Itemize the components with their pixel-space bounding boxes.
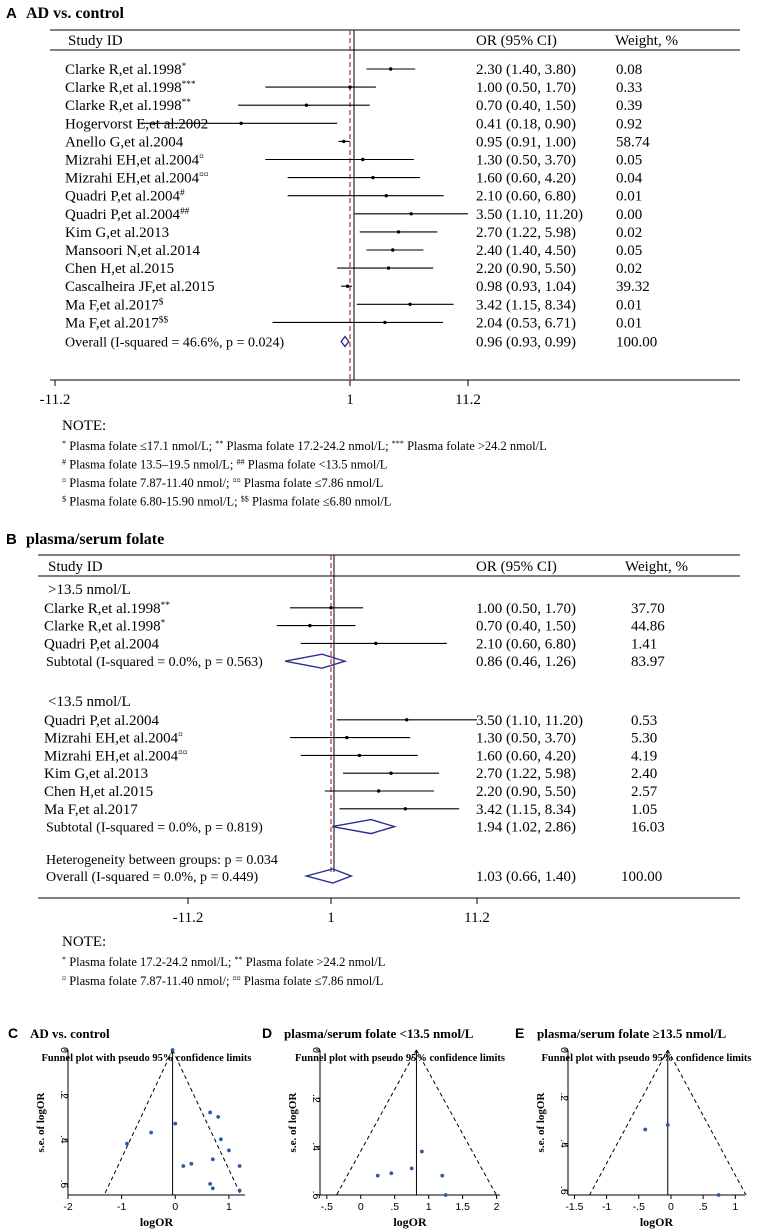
panel-a-study-ci: 2.40 (1.40, 4.50) <box>476 243 576 259</box>
funnel-d-title: plasma/serum folate <13.5 nmol/L <box>284 1026 474 1041</box>
funnel-c-point <box>238 1164 242 1168</box>
panel-a-overall-label: Overall (I-squared = 46.6%, p = 0.024) <box>65 335 285 351</box>
funnel-d-point <box>440 1174 444 1178</box>
funnel-d-xtick-label: 1 <box>425 1201 432 1213</box>
panel-b-group1-study-ci: 2.10 (0.60, 6.80) <box>476 636 576 653</box>
panel-b-group2-subtotal-label: Subtotal (I-squared = 0.0%, p = 0.819) <box>46 820 263 836</box>
panel-a-note-title: NOTE: <box>62 418 107 434</box>
panel-a-study-point <box>305 104 308 107</box>
panel-a-study-ci: 1.30 (0.50, 3.70) <box>476 152 576 169</box>
panel-a-study-label: Chen H,et al.2015 <box>65 261 175 278</box>
panel-b-group1-study-ci: 0.70 (0.40, 1.50) <box>476 618 576 635</box>
panel-a-study-label: Kim G,et al.2013 <box>65 224 170 241</box>
funnel-c-ytick-label: .4 <box>58 1134 70 1144</box>
panel-b-group1-study-point <box>308 624 311 627</box>
panel-b-col-study: Study ID <box>48 559 103 575</box>
panel-b-group1-study-label: Clarke R,et al.1998** <box>44 600 170 617</box>
panel-a-study-ci: 0.98 (0.93, 1.04) <box>476 279 576 296</box>
panel-b-group2-study-point <box>405 718 408 721</box>
panel-a-study-point <box>385 194 388 197</box>
panel-a-study-weight: 0.01 <box>616 315 643 332</box>
funnel-c-point <box>208 1111 212 1115</box>
funnel-d-xtick-label: 2 <box>493 1201 500 1213</box>
panel-a-note: * Plasma folate ≤17.1 nmol/L; ** Plasma folate 17.2-24.2 nmol/L; *** Plasma folate >24.2 nmol/L <box>62 438 547 453</box>
funnel-c-xlabel: logOR <box>139 1215 174 1229</box>
funnel-c-point <box>173 1122 177 1126</box>
panel-a-study-label: Mizrahi EH,et al.2004¤¤ <box>65 170 209 187</box>
funnel-e-ci-left <box>590 1050 668 1195</box>
funnel-e-ytick-label: .6 <box>558 1185 570 1195</box>
panel-a-study-weight: 0.39 <box>616 98 643 115</box>
panel-b-group1-subtotal-ci: 0.86 (0.46, 1.26) <box>476 654 576 671</box>
funnel-d-point <box>410 1167 414 1171</box>
panel-b-group2-study-point <box>345 736 348 739</box>
panel-b-group1-study-weight: 44.86 <box>631 618 665 635</box>
panel-a-xtick-label: -11.2 <box>39 392 71 408</box>
panel-b-overall-weight: 100.00 <box>621 869 663 885</box>
panel-a-study-point <box>387 266 390 269</box>
panel-a-study-ci: 2.20 (0.90, 5.50) <box>476 261 576 278</box>
funnel-d-point <box>420 1150 424 1154</box>
funnel-d-xtick-label: 0 <box>357 1201 364 1213</box>
panel-b-overall-label: Overall (I-squared = 0.0%, p = 0.449) <box>46 870 259 885</box>
panel-b-group2-study-label: Kim G,et al.2013 <box>44 766 149 783</box>
panel-a-col-weight: Weight, % <box>615 33 678 49</box>
panel-a-xtick-label: 11.2 <box>455 392 481 408</box>
panel-b-col-or: OR (95% CI) <box>476 559 557 575</box>
panel-a-note: ¤ Plasma folate 7.87-11.40 nmol/; ¤¤ Plasma folate ≤7.86 nmol/L <box>62 475 384 490</box>
funnel-e-point <box>643 1128 647 1132</box>
panel-a-study-ci: 0.95 (0.91, 1.00) <box>476 134 576 151</box>
funnel-d-ci-right <box>416 1050 496 1195</box>
panel-a-note: # Plasma folate 13.5–19.5 nmol/L; ## Plasma folate <13.5 nmol/L <box>62 457 388 472</box>
panel-a-study-ci: 1.00 (0.50, 1.70) <box>476 80 576 97</box>
panel-a-study-point <box>342 140 345 143</box>
panel-b-group1-study-label: Quadri P,et al.2004 <box>44 636 159 653</box>
panel-b-note: ¤ Plasma folate 7.87-11.40 nmol/; ¤¤ Plasma folate ≤7.86 nmol/L <box>62 973 384 988</box>
panel-b-group2-study-ci: 1.30 (0.50, 3.70) <box>476 730 576 747</box>
funnel-c-letter: C <box>8 1025 19 1041</box>
panel-b-group2-study-weight: 5.30 <box>631 730 658 747</box>
panel-b-group2-study-point <box>404 807 407 810</box>
funnel-e-xtick-label: 1 <box>732 1201 739 1213</box>
panel-b-col-weight: Weight, % <box>625 559 688 575</box>
funnel-c-ci-left <box>104 1050 172 1195</box>
panel-b-group2-subtotal-ci: 1.94 (1.02, 2.86) <box>476 819 576 836</box>
funnel-e-xtick-label: -.5 <box>632 1201 645 1213</box>
funnel-d-point <box>444 1193 448 1197</box>
panel-a-study-point <box>397 230 400 233</box>
panel-b-group2-study-weight: 2.57 <box>631 784 658 800</box>
panel-b-group2-study-label: Ma F,et al.2017 <box>44 801 138 818</box>
panel-b-group1-subtotal-weight: 83.97 <box>631 654 665 671</box>
panel-b-note-title: NOTE: <box>62 934 107 950</box>
panel-a-study-ci: 3.42 (1.15, 8.34) <box>476 297 576 314</box>
panel-a-note: $ Plasma folate 6.80-15.90 nmol/L; $$ Plasma folate ≤6.80 nmol/L <box>62 494 392 509</box>
panel-b-group2-study-weight: 0.53 <box>631 712 658 729</box>
panel-a-study-weight: 0.08 <box>616 62 643 78</box>
panel-b-group2-study-ci: 1.60 (0.60, 4.20) <box>476 748 576 765</box>
funnel-d-point <box>376 1174 380 1178</box>
panel-a-study-label: Ma F,et al.2017$ <box>65 297 164 314</box>
panel-a-study-label: Quadri P,et al.2004## <box>65 206 190 223</box>
funnel-c-point <box>125 1142 129 1146</box>
panel-b-group2-study-weight: 2.40 <box>631 766 658 783</box>
panel-a-study-ci: 3.50 (1.10, 11.20) <box>476 206 583 223</box>
panel-a-study-label: Cascalheira JF,et al.2015 <box>65 279 215 296</box>
funnel-e-xtick-label: -1.5 <box>565 1201 584 1213</box>
panel-a-study-weight: 58.74 <box>616 134 650 151</box>
panel-a-study-point <box>391 248 394 251</box>
funnel-d-letter: D <box>262 1025 273 1041</box>
funnel-c-point <box>211 1157 215 1161</box>
funnel-c-point <box>171 1048 175 1052</box>
panel-b-group2-study-point <box>389 772 392 775</box>
panel-a-study-label: Clarke R,et al.1998* <box>65 62 187 78</box>
funnel-c-title: AD vs. control <box>30 1026 110 1041</box>
panel-b-heterogeneity: Heterogeneity between groups: p = 0.034 <box>46 853 278 868</box>
panel-a-study-ci: 2.10 (0.60, 6.80) <box>476 188 576 205</box>
funnel-c-xtick-label: 0 <box>172 1201 179 1213</box>
panel-a-study-point <box>409 212 412 215</box>
funnel-c-ytick-label: .2 <box>58 1090 70 1099</box>
funnel-e-title: plasma/serum folate ≥13.5 nmol/L <box>537 1026 727 1041</box>
funnel-d-ytick-label: 0 <box>310 1047 322 1053</box>
funnel-c-ytick-label: .6 <box>58 1179 70 1189</box>
panel-b-group2-study-label: Quadri P,et al.2004 <box>44 712 159 729</box>
panel-a-study-point <box>348 85 351 88</box>
funnel-c-point <box>181 1164 185 1168</box>
panel-a-study-label: Mansoori N,et al.2014 <box>65 243 200 259</box>
panel-b-group2-study-point <box>377 789 380 792</box>
panel-b-group1-study-weight: 1.41 <box>631 636 658 653</box>
panel-b-group1-subtotal-label: Subtotal (I-squared = 0.0%, p = 0.563) <box>46 655 263 671</box>
panel-a-study-point <box>346 285 349 288</box>
panel-b-group2-study-point <box>358 754 361 757</box>
funnel-d-xtick-label: .5 <box>390 1201 400 1213</box>
funnel-c-point <box>211 1186 215 1190</box>
panel-a-xtick-label: 1 <box>346 392 354 408</box>
funnel-e-ci-right <box>668 1050 746 1195</box>
panel-a-study-ci: 0.70 (0.40, 1.50) <box>476 98 576 115</box>
panel-a-study-label: Clarke R,et al.1998*** <box>65 80 196 97</box>
panel-a-study-weight: 0.33 <box>616 80 643 97</box>
funnel-d-ytick-label: .4 <box>310 1142 322 1152</box>
funnel-c-xtick-label: 1 <box>225 1201 232 1213</box>
panel-b-group2-study-label: Chen H,et al.2015 <box>44 784 154 800</box>
panel-a-study-ci: 2.04 (0.53, 6.71) <box>476 315 576 332</box>
funnel-c-point <box>208 1182 212 1186</box>
panel-a-study-weight: 0.02 <box>616 261 643 278</box>
panel-b-overall-ci: 1.03 (0.66, 1.40) <box>476 869 576 885</box>
panel-b-group2-study-weight: 4.19 <box>631 748 658 765</box>
funnel-d-ylabel: s.e. of logOR <box>287 1092 299 1153</box>
funnel-d-xlabel: logOR <box>393 1215 427 1229</box>
funnel-e-ylabel: s.e. of logOR <box>535 1092 547 1153</box>
funnel-c-point <box>216 1115 220 1119</box>
funnel-c-point <box>149 1131 153 1135</box>
funnel-e-xtick-label: .5 <box>698 1201 708 1213</box>
panel-b-group2-study-ci: 3.50 (1.10, 11.20) <box>476 712 583 729</box>
panel-a-study-label: Anello G,et al.2004 <box>65 134 184 151</box>
panel-a-study-weight: 0.05 <box>616 243 643 259</box>
panel-b-group1-study-point <box>374 642 377 645</box>
funnel-c-xtick-label: -2 <box>63 1201 73 1213</box>
funnel-e-subtitle: Funnel plot with pseudo 95% confidence limits <box>541 1053 752 1064</box>
funnel-e-letter: E <box>515 1025 525 1041</box>
panel-a-study-point <box>383 321 386 324</box>
panel-a-study-weight: 39.32 <box>616 279 650 296</box>
funnel-c-subtitle: Funnel plot with pseudo 95% confidence limits <box>41 1053 252 1064</box>
funnel-e-xtick-label: -1 <box>601 1201 612 1213</box>
panel-a-study-weight: 0.92 <box>616 116 643 133</box>
panel-b-title: plasma/serum folate <box>26 531 165 548</box>
funnel-d-ytick-label: .6 <box>310 1190 322 1200</box>
funnel-e-ytick-label: 0 <box>558 1047 570 1053</box>
panel-a-col-study: Study ID <box>68 33 123 49</box>
panel-a-study-ci: 0.41 (0.18, 0.90) <box>476 116 576 133</box>
panel-b-group1-subtotal-diamond <box>285 654 345 668</box>
funnel-c-point <box>238 1189 242 1193</box>
panel-a-study-ci: 2.30 (1.40, 3.80) <box>476 62 576 78</box>
panel-a-overall-weight: 100.00 <box>616 334 658 351</box>
panel-b-group1-study-ci: 1.00 (0.50, 1.70) <box>476 600 576 617</box>
panel-b-letter: B <box>6 531 17 548</box>
panel-b-group2-study-ci: 2.20 (0.90, 5.50) <box>476 784 576 800</box>
panel-a-study-label: Mizrahi EH,et al.2004¤ <box>65 152 204 169</box>
panel-a-study-label: Quadri P,et al.2004# <box>65 188 185 205</box>
funnel-e-ytick-label: .2 <box>558 1092 570 1102</box>
panel-a-study-weight: 0.04 <box>616 170 643 187</box>
panel-a-overall-ci: 0.96 (0.93, 0.99) <box>476 334 576 351</box>
funnel-e-xtick-label: 0 <box>668 1201 674 1213</box>
panel-b-group2-study-label: Mizrahi EH,et al.2004¤¤ <box>44 748 188 765</box>
panel-a-study-point <box>371 176 374 179</box>
funnel-d-point <box>389 1171 393 1175</box>
funnel-e-xlabel: logOR <box>639 1215 674 1229</box>
funnel-c-point <box>219 1137 223 1141</box>
panel-a-study-weight: 0.01 <box>616 297 643 314</box>
panel-a-col-or: OR (95% CI) <box>476 33 557 49</box>
panel-b-group2-subtotal-diamond <box>332 820 394 834</box>
panel-b-note: * Plasma folate 17.2-24.2 nmol/L; ** Plasma folate >24.2 nmol/L <box>62 954 386 969</box>
funnel-c-xtick-label: -1 <box>116 1201 127 1213</box>
funnel-c-point <box>227 1148 231 1152</box>
funnel-e-point <box>717 1193 721 1197</box>
funnel-e-point <box>666 1123 670 1127</box>
panel-b-group1-study-point <box>329 606 332 609</box>
panel-a-study-point <box>389 67 392 70</box>
panel-b-group1-title: >13.5 nmol/L <box>48 582 131 598</box>
panel-a-study-point <box>361 158 364 161</box>
funnel-c-ci-right <box>173 1050 241 1195</box>
funnel-d-xtick-label: 1.5 <box>455 1201 470 1213</box>
panel-b-xtick-label: 11.2 <box>464 910 490 926</box>
panel-b-group2-study-ci: 2.70 (1.22, 5.98) <box>476 766 576 783</box>
panel-b-group2-title: <13.5 nmol/L <box>48 694 131 710</box>
panel-a-study-weight: 0.00 <box>616 206 643 223</box>
funnel-c-ytick-label: 0 <box>58 1047 70 1053</box>
funnel-d-subtitle: Funnel plot with pseudo 95% confidence limits <box>294 1053 506 1064</box>
panel-a-study-weight: 0.05 <box>616 152 643 169</box>
panel-a-study-label: Ma F,et al.2017$$ <box>65 315 169 332</box>
panel-a-study-weight: 0.02 <box>616 224 643 241</box>
funnel-e-ytick-label: .4 <box>558 1139 570 1148</box>
panel-b-xtick-label: 1 <box>327 910 335 926</box>
panel-b-group2-study-weight: 1.05 <box>631 801 658 818</box>
funnel-d-ytick-label: .2 <box>310 1093 322 1103</box>
panel-b-group2-study-ci: 3.42 (1.15, 8.34) <box>476 801 576 818</box>
panel-a-study-point <box>408 303 411 306</box>
panel-b-group2-study-label: Mizrahi EH,et al.2004¤ <box>44 730 183 747</box>
panel-b-xtick-label: -11.2 <box>172 910 204 926</box>
panel-a-study-weight: 0.01 <box>616 188 643 205</box>
panel-a-study-label: Clarke R,et al.1998** <box>65 98 191 115</box>
panel-a-study-ci: 2.70 (1.22, 5.98) <box>476 224 576 241</box>
funnel-d-ci-left <box>337 1050 417 1195</box>
panel-a-study-label: Hogervorst E,et al.2002 <box>65 116 209 133</box>
panel-a-letter: A <box>6 5 17 22</box>
panel-b-group1-study-label: Clarke R,et al.1998* <box>44 618 166 635</box>
panel-a-overall-diamond <box>341 337 349 347</box>
funnel-d-xtick-label: -.5 <box>320 1201 333 1213</box>
panel-b-group2-subtotal-weight: 16.03 <box>631 819 665 836</box>
panel-a-study-ci: 1.60 (0.60, 4.20) <box>476 170 576 187</box>
panel-a-study-point <box>239 122 242 125</box>
panel-b-group1-study-weight: 37.70 <box>631 600 665 617</box>
panel-b-overall-diamond <box>306 869 351 883</box>
panel-a-title: AD vs. control <box>26 5 124 22</box>
funnel-c-ylabel: s.e. of logOR <box>35 1092 47 1153</box>
funnel-c-point <box>189 1162 193 1166</box>
